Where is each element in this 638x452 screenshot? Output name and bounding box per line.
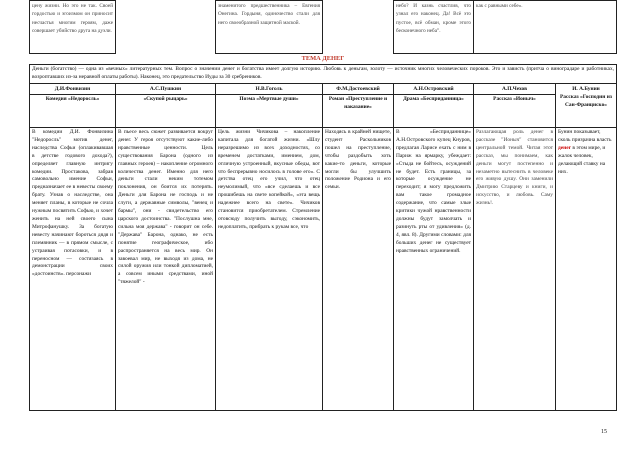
page-number: 15 <box>601 429 607 435</box>
work-chekhov: Рассказ «Ионыч» <box>474 95 556 128</box>
author-ostrovsky: А.Н.Островский <box>394 84 474 95</box>
bunin-text-money: денег <box>558 144 572 151</box>
author-bunin-cell <box>556 84 617 128</box>
top-cell-1: цену жизни. Но это не так. Своей гордостью и эгоизмом он приносит несчастья многим героям, даже совершает убийство друга на дуэли. <box>30 1 116 54</box>
body-bunin <box>556 128 617 411</box>
work-bunin: Рассказ «Господин из Сан-Франциско» <box>560 94 612 108</box>
works-row <box>30 95 617 128</box>
author-pushkin: А.С.Пушкин <box>116 84 216 95</box>
body-gogol: Цель жизни Чичикова – накопление капитала для богатой жизни. «Шлу неразрешимо из всех доходностях, со временем достатками, имением, дом, отличную устроенный, вкусные обеды, вот что беспрерывно носилось в голове его». С детства отец его учил, что отец неумолимый, что «все сделаешь и все прошибешь на свете копейкой», «эта вещь надежнее всего на свете». Чичиков становится приобретателем. Стремление отовсюду получить выгоду, сэкономить, недоплатить, прибрать к рукам все, что <box>216 128 323 411</box>
author-gogol: Н.В.Гоголь <box>216 84 323 95</box>
body-ostrovsky: В «Бесприданнице» А.Н.Островского купец Кнуров, предлагая Ларисе ехать с ним в Париж на ярмарку, убеждает: «Стыда не бойтесь, осуждений не будет. Есть границы, за которые осуждение не переходит; я могу предложить вам такое громадное содержание, что самые злые критики чужой нравственности должны будут замолчать и разинуть рты от удивления» (д. 4, явл. 8). Другими словами: для больших денег не существует нравственных ограничений. <box>394 128 474 411</box>
author-fonvizin: Д.И.Фонвизин <box>30 84 116 95</box>
body-pushkin: В пьесе весь сюжет развивается вокруг денег. У героя отсутствуют какие-либо нравственные ценности. Цель существования Барона (одного из главных героев) – накопление огромного количества денег. Именно для него деньги стали неким тотемом поклонения, он боится их потерять. Деньги для Барона не господь и не слуги, а державные символы, "венец и бармы", они - свидетельство его царского достоинства. "Послушна мне, сильна моя держава" - говорит он себе. "Держава" Барона, однако, не есть понятие географическое, ибо распространяется на весь мир. Он завоевал мир, не выходя из дома, не силой оружия или тонкой дипломатией, а совсем иными средствами, иной "тяжелой" - <box>116 128 216 411</box>
literature-table <box>29 0 617 411</box>
body-chekhov: Разлагающая роль денег в рассказе "Ионыч" становится центральной темой. Читая этот рассказ, мы понимаем, как деньги могут постепенно и незаметно вытеснить в человеке его живую душу. Они заменили Дмитрию Старцеву и книги, и искусство, и любовь. Саму жизнь!. <box>474 128 556 411</box>
intro-text: Деньги (богатство) — одна из «вечных» литературных тем. Вопрос о значении денег и богатства имеет долгую историю. Любовь к деньгам, золоту — источник многих человеческих пороков. Это и зависть (притча о виноградаре и работниках, возроптавших из-за неравной оплаты работы). Наконец, это предательство Иуды за 30 сребреников. <box>30 65 617 84</box>
work-dostoevsky: Роман «Преступление и наказание» <box>323 95 394 128</box>
section-title-row <box>30 54 617 65</box>
top-cell-4: как с равными себе». <box>474 1 617 54</box>
author-dostoevsky: Ф.М.Достоевский <box>323 84 394 95</box>
authors-row <box>30 84 617 95</box>
body-dostoevsky: Находясь в крайней нищете, студент Раскольников пошел на преступление, чтобы раздобыть хоть какие-то деньги, которые могли бы улучшить положение Родиона и его семьи. <box>323 128 394 411</box>
intro-row <box>30 65 617 84</box>
content-row <box>30 128 617 411</box>
bunin-text-after: в этом мире, и жалок человек, делающий ставку на них. <box>558 144 606 175</box>
top-cell-2: знаменитого предшественника – Евгения Онегина. Гордыня, одиночество стали для него своеобразной защитной маской. <box>216 1 323 54</box>
document-page <box>29 0 616 411</box>
author-chekhov: А.П.Чехов <box>474 84 556 95</box>
author-bunin: И. А.Бунин <box>572 86 600 92</box>
top-cell-3: небо? И казнь счастлив, что узнал его наконец. Да! Всё это пустое, всё обман, кроме этого бесконечного неба”. <box>394 1 474 54</box>
work-gogol: Поэма «Мертвые души» <box>216 95 323 128</box>
work-ostrovsky: Драма «Бесприданница» <box>394 95 474 128</box>
work-pushkin: «Скупой рыцарь» <box>116 95 216 128</box>
body-fonvizin: В комедии Д.И. Фонвизина "Недоросль" мотив денег, наследства Софьи (оплакивавшая в детстве годового дохода?), определяет главную интригу комедии. Простакова, забрав самовольно имение Софьи, предназначает ее в невесты своему брату. Узнав о наследстве, она меняет планы, в которые не сочла нужным посвятить Софью, и хочет женить на ней своего сына Митрофанушку. За богатую невесту начинают бороться дядя и племянник — в прямом смысле, с устраивая потасовки, и в переносном — состязаясь в демонстрации своих «достоинств». персонажи <box>30 128 116 411</box>
top-continuation-row <box>30 1 617 54</box>
bunin-text-before: Бунин показывает, сколь призрачна власть <box>558 129 612 143</box>
section-title: ТЕМА ДЕНЕГ <box>301 55 345 62</box>
work-fonvizin: Комедия «Недоросль» <box>30 95 116 128</box>
